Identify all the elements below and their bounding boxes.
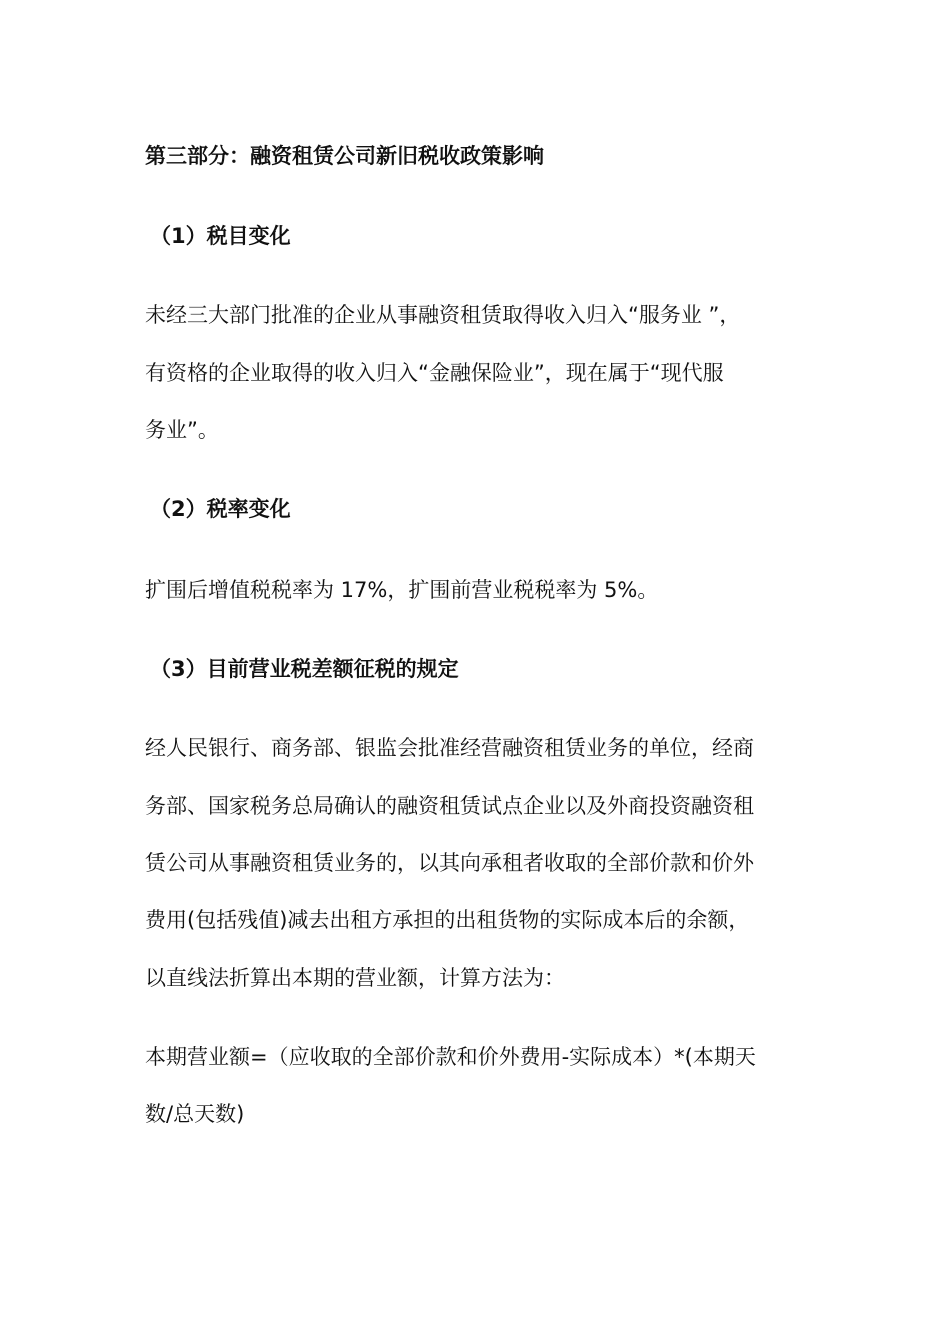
paragraph-line: 有资格的企业取得的收入归入“金融保险业”，现在属于“现代服 — [145, 361, 724, 385]
paragraph-line: 赁公司从事融资租赁业务的，以其向承租者收取的全部价款和价外 — [145, 851, 754, 875]
paragraph-line: 务部、国家税务总局确认的融资租赁试点企业以及外商投资融资租 — [145, 794, 754, 818]
subsection-title-business-tax-rule: （3）目前营业税差额征税的规定 — [150, 657, 459, 681]
formula-line: 本期营业额=（应收取的全部价款和价外费用-实际成本）*(本期天 — [145, 1045, 756, 1069]
formula-line: 数/总天数) — [145, 1102, 245, 1126]
subsection-title-tax-rate: （2）税率变化 — [150, 497, 291, 521]
paragraph-line: 费用(包括残值)减去出租方承担的出租货物的实际成本后的余额， — [145, 908, 750, 932]
section-title: 第三部分：融资租赁公司新旧税收政策影响 — [145, 144, 544, 168]
subsection-title-tax-item: （1）税目变化 — [150, 224, 291, 248]
paragraph-line: 未经三大部门批准的企业从事融资租赁取得收入归入“服务业 ”， — [145, 303, 741, 327]
paragraph-line: 扩围后增值税税率为 17%，扩围前营业税税率为 5%。 — [145, 578, 659, 602]
paragraph-line: 经人民银行、商务部、银监会批准经营融资租赁业务的单位，经商 — [145, 736, 754, 760]
paragraph-line: 以直线法折算出本期的营业额，计算方法为： — [145, 966, 565, 990]
paragraph-line: 务业”。 — [145, 418, 219, 442]
